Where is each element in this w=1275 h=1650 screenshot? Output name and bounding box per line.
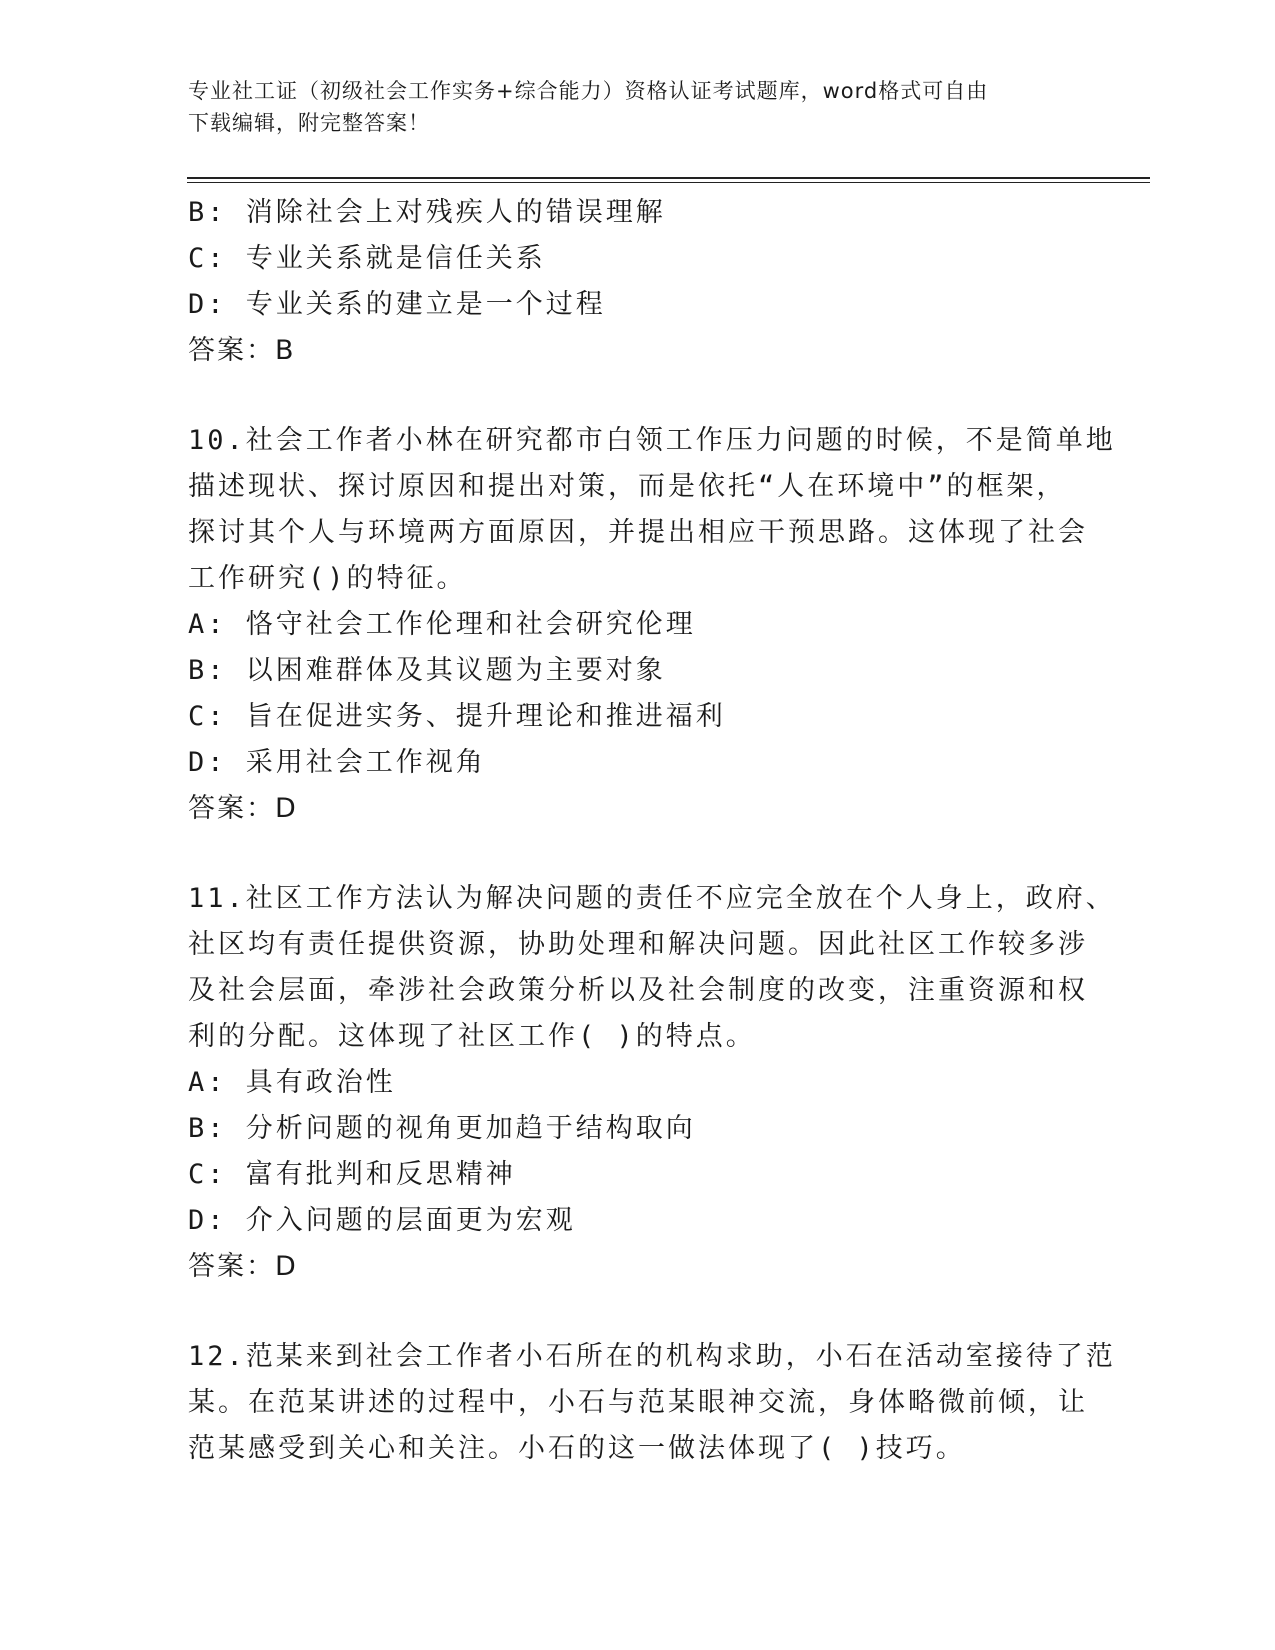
spacer (188, 832, 1088, 876)
stem-line: 范某感受到关心和关注。小石的这一做法体现了( )技巧。 (188, 1433, 966, 1464)
page-header (188, 75, 1088, 139)
stem-line: 某。在范某讲述的过程中，小石与范某眼神交流，身体略微前倾，让 (188, 1387, 1088, 1418)
question-stem (188, 1334, 1116, 1472)
option-c: C: 旨在促进实务、提升理论和推进福利 (188, 701, 726, 732)
question-11 (188, 876, 1116, 1290)
option-b: B: 分析问题的视角更加趋于结构取向 (188, 1113, 696, 1144)
stem-line: 10.社会工作者小林在研究都市白领工作压力问题的时候，不是简单地 (188, 425, 1116, 456)
stem-line: 探讨其个人与环境两方面原因，并提出相应干预思路。这体现了社会 (188, 517, 1088, 548)
option-c: C: 专业关系就是信任关系 (188, 243, 546, 274)
answer-line: 答案：D (188, 1251, 298, 1282)
option-c: C: 富有批判和反思精神 (188, 1159, 516, 1190)
spacer (188, 1290, 1088, 1334)
answer-line: 答案：D (188, 793, 298, 824)
stem-line: 12.范某来到社会工作者小石所在的机构求助，小石在活动室接待了范 (188, 1341, 1116, 1372)
stem-line: 社区均有责任提供资源，协助处理和解决问题。因此社区工作较多涉 (188, 929, 1088, 960)
option-a: A: 具有政治性 (188, 1067, 396, 1098)
question-9-continuation (188, 190, 1088, 374)
stem-line: 及社会层面，牵涉社会政策分析以及社会制度的改变，注重资源和权 (188, 975, 1088, 1006)
option-b: B: 消除社会上对残疾人的错误理解 (188, 197, 666, 228)
option-d: D: 介入问题的层面更为宏观 (188, 1205, 576, 1236)
stem-line: 11.社区工作方法认为解决问题的责任不应完全放在个人身上，政府、 (188, 883, 1116, 914)
option-d: D: 采用社会工作视角 (188, 747, 486, 778)
document-body (188, 190, 1116, 1472)
option-d: D: 专业关系的建立是一个过程 (188, 289, 606, 320)
answer-line: 答案：B (188, 335, 296, 366)
question-stem (188, 418, 1116, 602)
header-divider-thin (187, 182, 1150, 183)
question-stem (188, 876, 1116, 1060)
option-b: B: 以困难群体及其议题为主要对象 (188, 655, 666, 686)
header-line-1: 专业社工证（初级社会工作实务+综合能力）资格认证考试题库，word格式可自由 (188, 79, 989, 103)
option-a: A: 恪守社会工作伦理和社会研究伦理 (188, 609, 696, 640)
stem-line: 工作研究()的特征。 (188, 563, 467, 594)
spacer (188, 374, 1088, 418)
header-line-2: 下载编辑，附完整答案！ (188, 111, 430, 135)
question-10 (188, 418, 1116, 832)
stem-line: 描述现状、探讨原因和提出对策，而是依托“人在环境中”的框架， (188, 471, 1067, 502)
question-12 (188, 1334, 1116, 1472)
stem-line: 利的分配。这体现了社区工作( )的特点。 (188, 1021, 756, 1052)
header-divider (187, 177, 1150, 179)
